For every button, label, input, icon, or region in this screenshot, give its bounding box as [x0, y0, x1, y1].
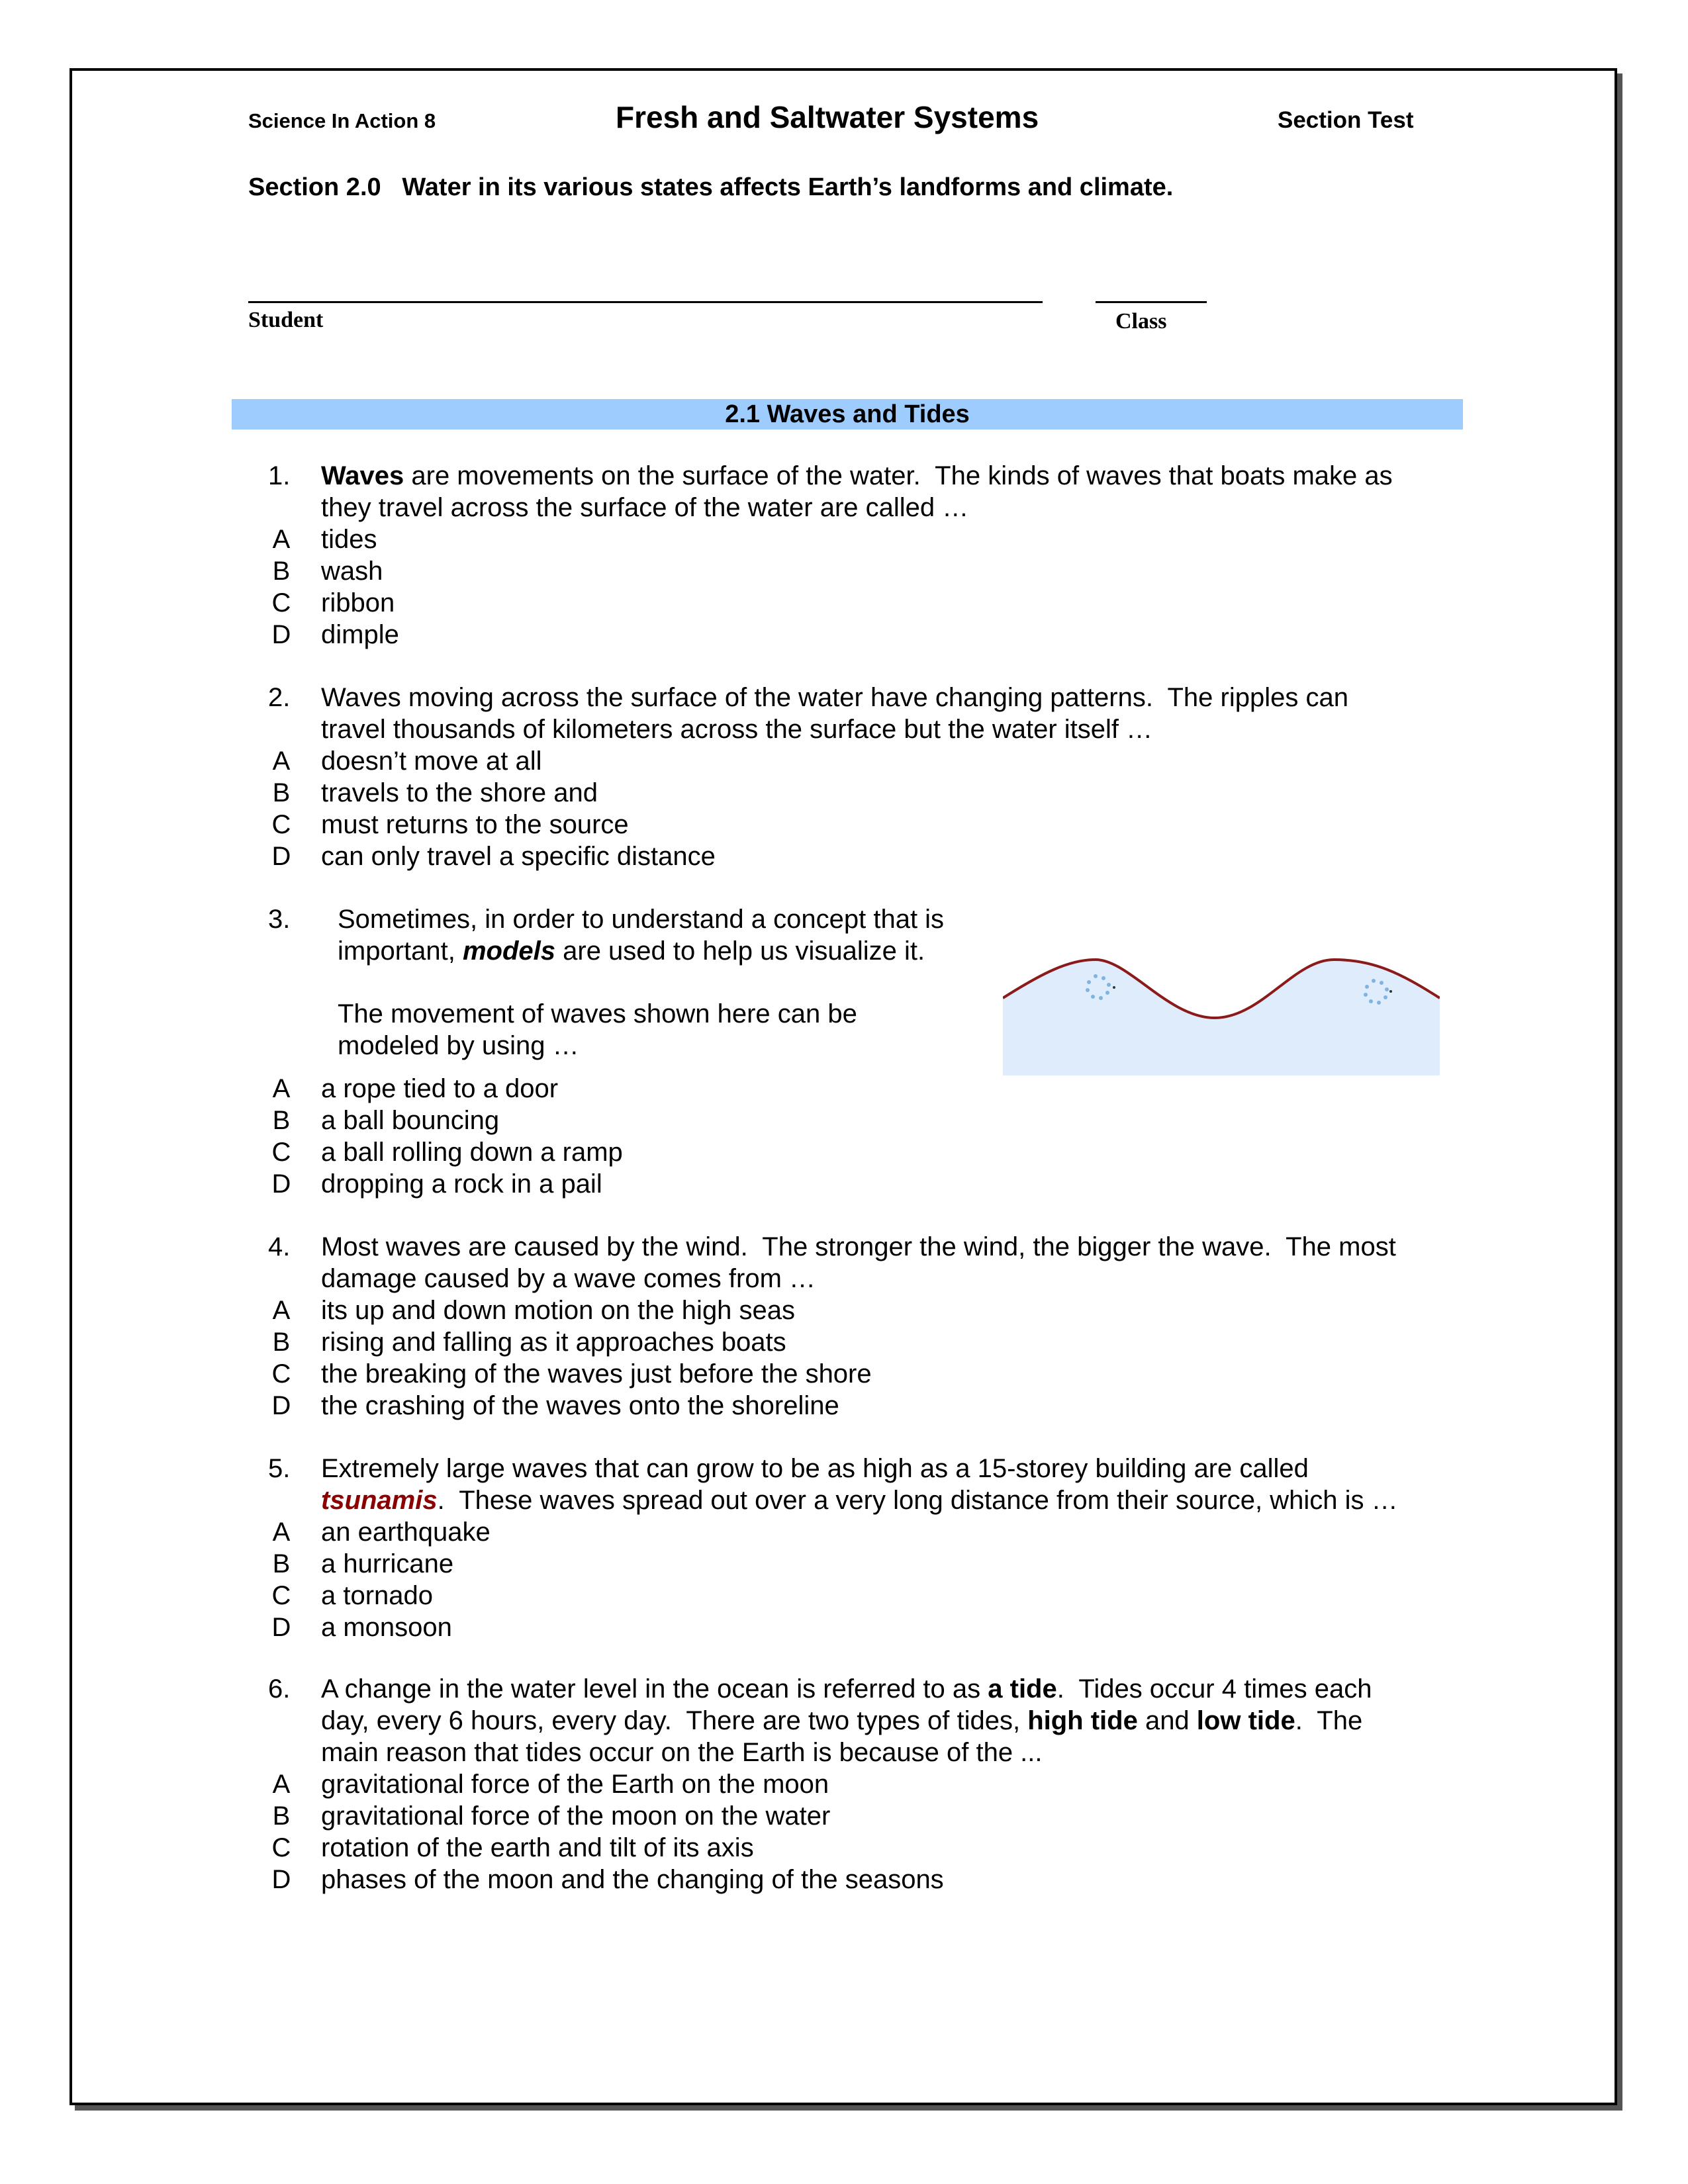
question-number: 2. — [268, 683, 291, 712]
stem-text: day, every 6 hours, every day. There are two types of tides, — [321, 1706, 1028, 1735]
stem-text: are used to help us visualize it. — [555, 936, 925, 966]
student-label: Student — [248, 308, 324, 332]
option-text[interactable]: must returns to the source — [321, 810, 629, 839]
option-text[interactable]: doesn’t move at all — [321, 747, 542, 776]
question-stem-line — [338, 935, 925, 967]
question-stem-line: main reason that tides occur on the Earth is because of the ... — [321, 1738, 1043, 1767]
option-text[interactable]: can only travel a specific distance — [321, 842, 716, 871]
option-letter: B — [272, 557, 291, 586]
stem-text: important, — [338, 936, 463, 966]
stem-text: . The — [1295, 1706, 1363, 1735]
subsection-banner: 2.1 Waves and Tides — [232, 399, 1463, 430]
option-letter: D — [271, 1613, 291, 1642]
option-text[interactable]: rotation of the earth and tilt of its axis — [321, 1833, 754, 1862]
question-stem-line: travel thousands of kilometers across the surface but the water itself … — [321, 715, 1153, 744]
option-letter: C — [271, 1138, 291, 1167]
option-text[interactable]: an earthquake — [321, 1518, 491, 1547]
option-letter: B — [272, 1549, 291, 1578]
option-text[interactable]: the crashing of the waves onto the shoreline — [321, 1391, 839, 1420]
student-name-line[interactable] — [248, 301, 1043, 303]
stem-text: and — [1137, 1706, 1197, 1735]
page-title: Fresh and Saltwater Systems — [616, 100, 1039, 134]
stem-text: . These waves spread out over a very long distance from their source, which is … — [437, 1486, 1398, 1515]
option-text[interactable]: a ball bouncing — [321, 1106, 500, 1135]
option-letter: C — [271, 588, 291, 617]
class-line[interactable] — [1096, 301, 1207, 303]
stem-text: . Tides occur 4 times each — [1056, 1674, 1372, 1704]
question-number: 5. — [268, 1454, 291, 1483]
section-heading — [248, 173, 1173, 202]
question-stem: Sometimes, in order to understand a concept that is — [338, 905, 945, 934]
option-letter: C — [271, 1581, 291, 1610]
question-stem-line — [321, 1484, 1398, 1516]
question-stem-line: modeled by using … — [338, 1031, 579, 1060]
option-letter: B — [272, 1801, 291, 1831]
option-text[interactable]: a monsoon — [321, 1613, 452, 1642]
option-text[interactable]: travels to the shore and — [321, 778, 598, 807]
question-stem-line: damage caused by a wave comes from … — [321, 1264, 816, 1293]
section-number: Section 2.0 — [248, 173, 381, 201]
option-text[interactable]: rising and falling as it approaches boats — [321, 1328, 786, 1357]
question-number: 6. — [268, 1674, 291, 1704]
stem-bold: a tide — [988, 1674, 1057, 1704]
question-stem: Most waves are caused by the wind. The stronger the wind, the bigger the wave. The most — [321, 1232, 1396, 1261]
course-name: Science In Action 8 — [248, 109, 436, 132]
stem-bold: low tide — [1196, 1706, 1295, 1735]
stem-bold-italic: models — [462, 936, 556, 966]
option-text[interactable]: wash — [321, 557, 383, 586]
option-letter: D — [271, 1865, 291, 1894]
question-stem-line — [321, 1705, 1362, 1737]
question-number: 4. — [268, 1232, 291, 1261]
option-letter: A — [272, 1770, 291, 1799]
option-letter: D — [271, 620, 291, 649]
option-text[interactable]: a tornado — [321, 1581, 434, 1610]
option-text[interactable]: its up and down motion on the high seas — [321, 1296, 796, 1325]
stem-bold: high tide — [1027, 1706, 1138, 1735]
option-letter: A — [272, 1296, 291, 1325]
wave-illustration — [1003, 946, 1440, 1079]
stem-bold: Waves — [321, 461, 404, 490]
question-number: 1. — [268, 461, 291, 490]
option-letter: A — [272, 1074, 291, 1103]
option-letter: A — [272, 525, 291, 554]
option-text[interactable]: phases of the moon and the changing of the seasons — [321, 1865, 944, 1894]
option-letter: D — [271, 1391, 291, 1420]
section-statement: Water in its various states affects Earth’s landforms and climate. — [402, 173, 1174, 201]
option-text[interactable]: gravitational force of the Earth on the moon — [321, 1770, 829, 1799]
option-text[interactable]: tides — [321, 525, 377, 554]
class-label: Class — [1115, 309, 1167, 334]
question-stem: Extremely large waves that can grow to be as high as a 15-storey building are called — [321, 1454, 1309, 1483]
option-text[interactable]: the breaking of the waves just before the shore — [321, 1359, 872, 1388]
option-letter: A — [272, 1518, 291, 1547]
option-letter: C — [271, 1833, 291, 1862]
question-stem — [321, 460, 1393, 492]
option-text[interactable]: dropping a rock in a pail — [321, 1169, 602, 1199]
question-stem — [321, 1673, 1372, 1705]
option-text[interactable]: ribbon — [321, 588, 395, 617]
option-letter: B — [272, 1328, 291, 1357]
option-text[interactable]: a ball rolling down a ramp — [321, 1138, 623, 1167]
option-text[interactable]: dimple — [321, 620, 399, 649]
stem-text: are movements on the surface of the water. The kinds of waves that boats make as — [404, 461, 1393, 490]
option-letter: C — [271, 1359, 291, 1388]
page-border — [70, 68, 1617, 2105]
option-text[interactable]: a hurricane — [321, 1549, 454, 1578]
option-letter: A — [272, 747, 291, 776]
stem-text: A change in the water level in the ocean is referred to as — [321, 1674, 988, 1704]
option-letter: D — [271, 1169, 291, 1199]
question-stem: Waves moving across the surface of the water have changing patterns. The ripples can — [321, 683, 1348, 712]
option-text[interactable]: a rope tied to a door — [321, 1074, 559, 1103]
option-letter: B — [272, 1106, 291, 1135]
question-stem-line: they travel across the surface of the water are called … — [321, 493, 969, 522]
test-type: Section Test — [1278, 107, 1414, 133]
option-text[interactable]: gravitational force of the moon on the water — [321, 1801, 831, 1831]
tsunamis-term: tsunamis — [321, 1486, 438, 1515]
option-letter: B — [272, 778, 291, 807]
question-stem-line: The movement of waves shown here can be — [338, 999, 857, 1028]
option-letter: C — [271, 810, 291, 839]
question-number: 3. — [268, 905, 291, 934]
option-letter: D — [271, 842, 291, 871]
